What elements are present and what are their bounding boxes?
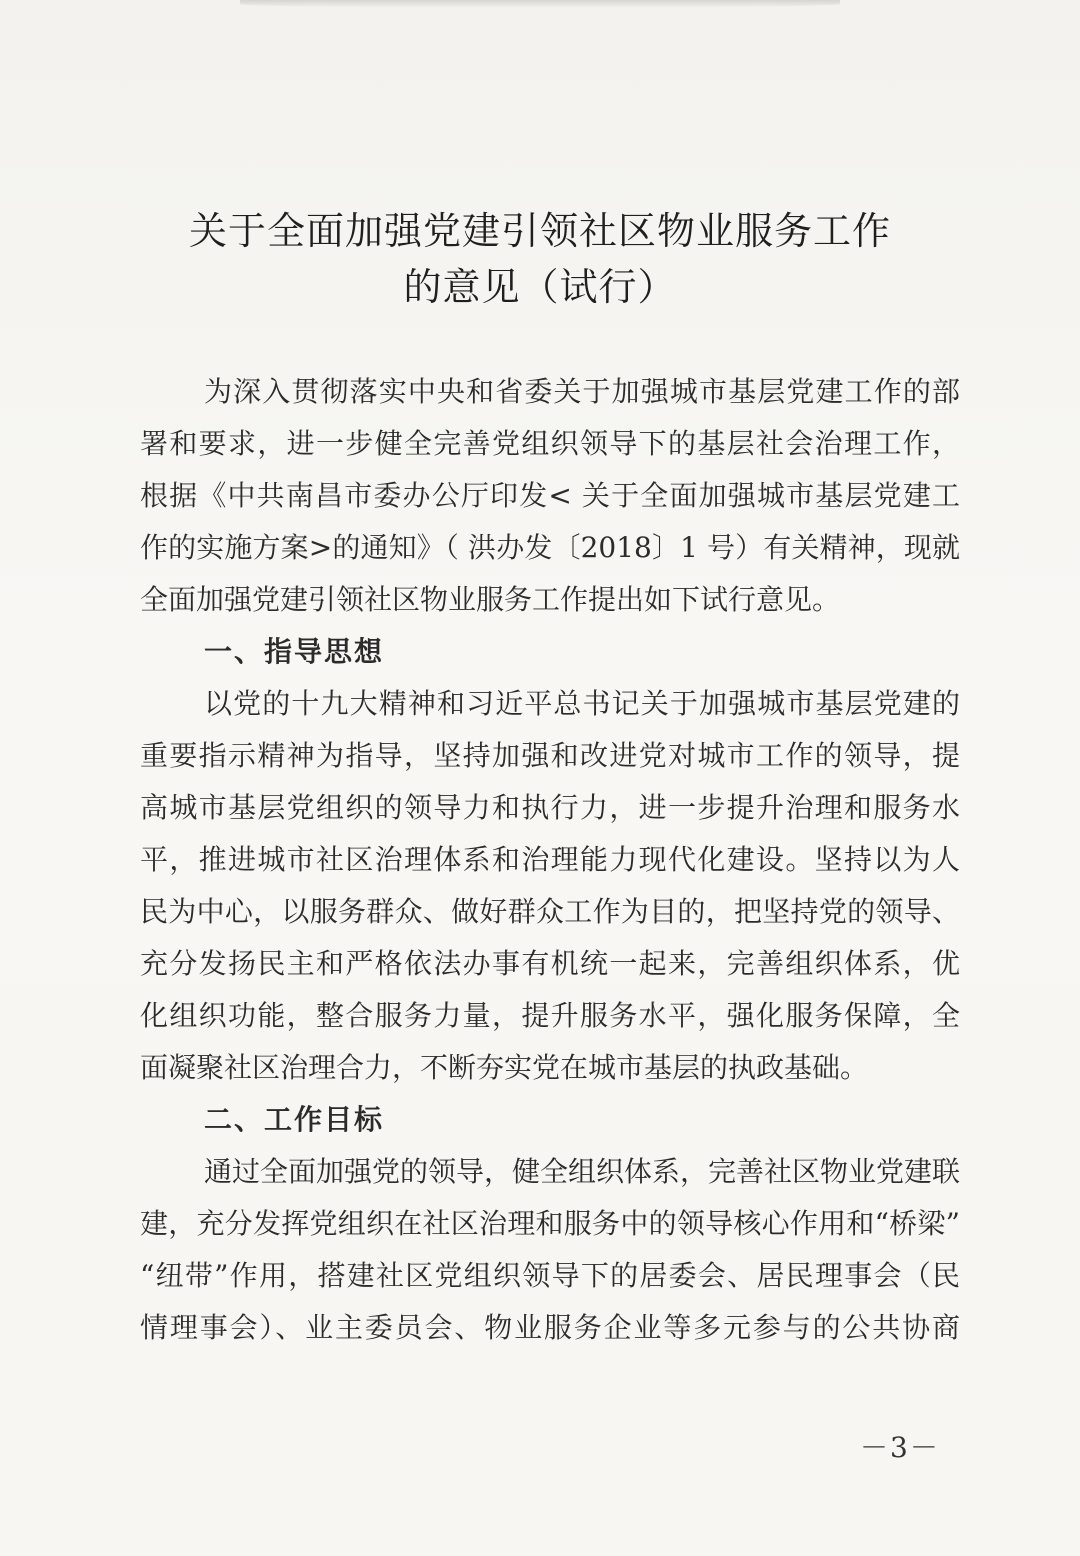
scan-shadow: [240, 0, 840, 8]
page-number: －3－: [860, 1431, 940, 1464]
paragraph-line: 平，推进城市社区治理体系和治理能力现代化建设。坚持以为人: [140, 843, 960, 876]
paragraph-line: 重要指示精神为指导，坚持加强和改进党对城市工作的领导，提: [140, 739, 960, 772]
paragraph-line: 以党的十九大精神和习近平总书记关于加强城市基层党建的: [204, 687, 960, 720]
paragraph-line: 为深入贯彻落实中央和省委关于加强城市基层党建工作的部: [204, 375, 960, 408]
paragraph-line: 通过全面加强党的领导，健全组织体系，完善社区物业党建联: [204, 1155, 961, 1188]
paragraph-line: 全面加强党建引领社区物业服务工作提出如下试行意见。: [140, 583, 841, 616]
document-title-line-1: 关于全面加强党建引领社区物业服务工作: [188, 209, 891, 253]
paragraph-line: “纽带”作用，搭建社区党组织领导下的居委会、居民理事会（民: [140, 1259, 960, 1292]
paragraph-line: 署和要求，进一步健全完善党组织领导下的基层社会治理工作，: [140, 427, 960, 460]
paragraph-line: 充分发扬民主和严格依法办事有机统一起来，完善组织体系，优: [140, 947, 960, 980]
paragraph-line: 作的实施方案>的通知》（ 洪办发〔2018〕1 号）有关精神，现就: [140, 531, 960, 564]
paragraph-line: 情理事会）、业主委员会、物业服务企业等多元参与的公共协商: [140, 1311, 960, 1344]
paragraph-line: 建，充分发挥党组织在社区治理和服务中的领导核心作用和“桥梁”: [140, 1207, 960, 1240]
paragraph-line: 面凝聚社区治理合力，不断夯实党在城市基层的执政基础。: [140, 1051, 869, 1084]
section-heading: 二、工作目标: [204, 1103, 385, 1136]
paragraph-line: 根据《中共南昌市委办公厅印发< 关于全面加强城市基层党建工: [140, 479, 960, 512]
document-body: [140, 366, 960, 1354]
paragraph-line: 化组织功能，整合服务力量，提升服务水平，强化服务保障，全: [140, 999, 960, 1032]
paragraph-line: 民为中心，以服务群众、做好群众工作为目的，把坚持党的领导、: [140, 895, 960, 928]
document-title-line-2: 的意见（试行）: [403, 265, 677, 309]
paragraph-line: 高城市基层党组织的领导力和执行力，进一步提升治理和服务水: [140, 791, 960, 824]
section-heading: 一、指导思想: [204, 635, 385, 668]
